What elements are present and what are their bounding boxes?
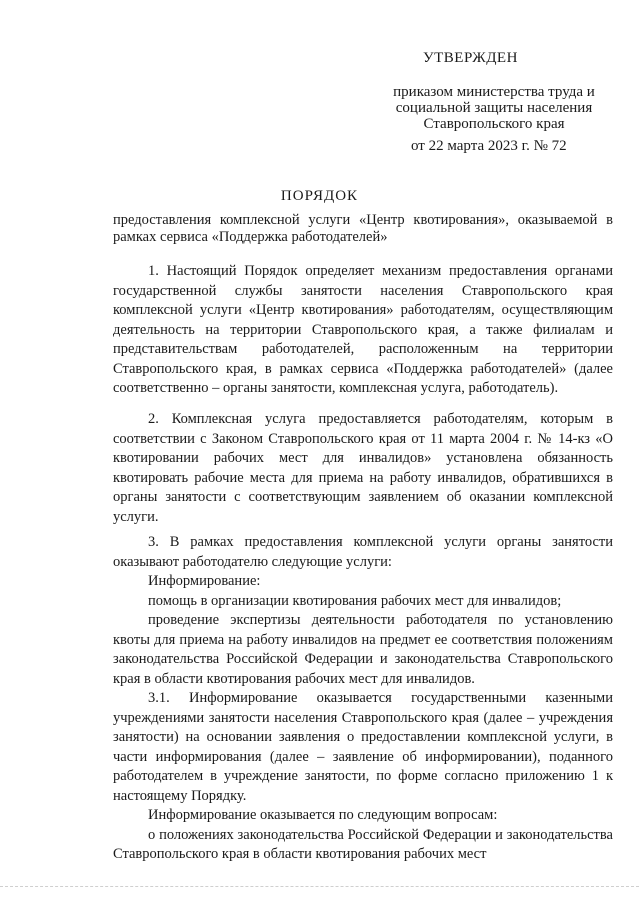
approval-order-line: приказом министерства труда и [393,84,595,100]
paragraph: 2. Комплексная услуга предоставляется работодателям, которым в соответствии с Законом Ставропольского края от 11 марта 2004 г. № 14-кз «О квотировании рабочих мест для инвалидов» установлена обязанность квотировать рабочие места для приема на работу инвалидов, обратившихся в органы занятости с соответствующим заявлением об оказании комплексной услуги. [113,411,613,525]
list-item: Информирование: [148,573,261,589]
approval-order-line: Ставропольского края [423,116,565,132]
list-item: проведение экспертизы деятельности работодателя по установлению квоты для приема на работу инвалидов на предмет ее соответствия положениям законодательства Российской Федерации и законодательства Ставропольского края в области квотирования рабочих мест для инвалидов. [113,612,613,687]
document-subtitle: предоставления комплексной услуги «Центр квотирования», оказываемой в рамках сервиса «Поддержка работодателей» [113,212,613,245]
paragraph: 3. В рамках предоставления комплексной услуги органы занятости оказывают работодателю следующие услуги: [113,534,613,570]
list-item: помощь в организации квотирования рабочих мест для инвалидов; [148,592,562,609]
approval-order-line: социальной защиты населения [395,100,593,116]
paragraph: 1. Настоящий Порядок определяет механизм предоставления органами государственной службы занятости населения Ставропольского края комплексной услуги «Центр квотирования» работодателям, осуществляющим деятельность на территории Ставропольского края, а также филиалам и представительствам работодателей, расположенным на территории Ставропольского края, в рамках сервиса «Поддержка работодателей» (далее соответственно – органы занятости, комплексная услуга, работодатель). [113,263,613,396]
approval-heading: УТВЕРЖДЕН [423,50,518,66]
section-2 [113,410,613,527]
paragraph: Информирование оказывается по следующим вопросам: [148,807,498,823]
document-title: ПОРЯДОК [280,188,359,204]
page-edge-divider [0,886,639,887]
approval-date: от 22 марта 2023 г. № 72 [411,138,567,154]
section-1 [113,262,613,399]
section-3 [113,533,613,865]
paragraph: о положениях законодательства Российской Федерации и законодательства Ставропольского края в области квотирования рабочих мест [113,826,613,862]
paragraph: 3.1. Информирование оказывается государственными казенными учреждениями занятости населения Ставропольского края (далее – учреждения занятости) на основании заявления о предоставлении комплексной услуги, в части информирования (далее – заявление об информировании), поданного работодателем в учреждение занятости, по форме согласно приложению 1 к настоящему Порядку. [113,690,613,804]
